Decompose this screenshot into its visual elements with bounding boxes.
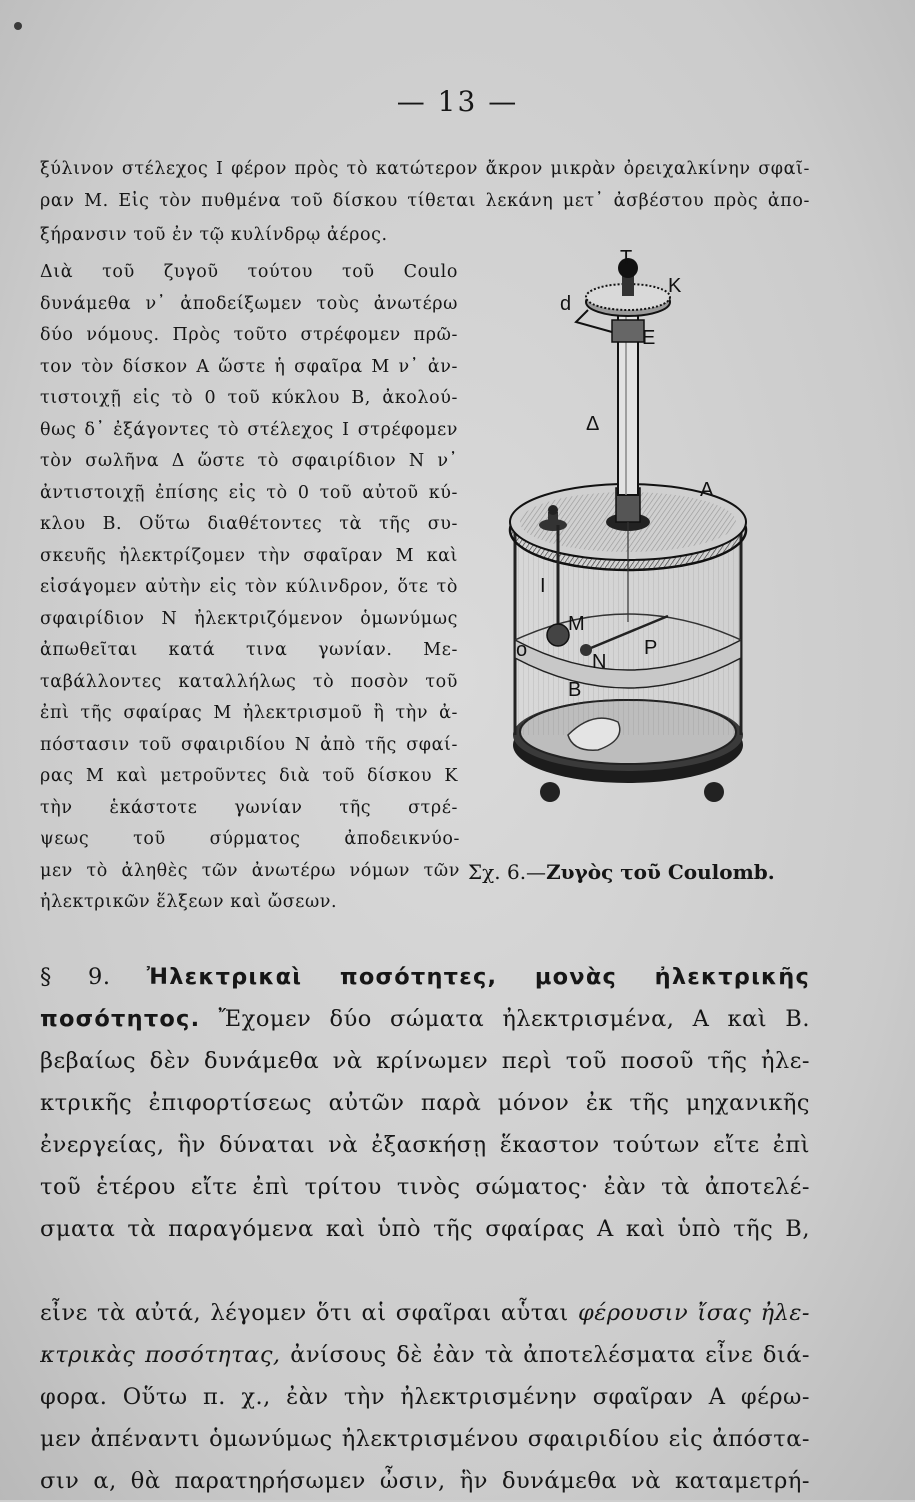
text-line: [40, 1292, 810, 1334]
text-line: πόστασιν τοῦ σφαιριδίου Ν ἀπὸ τῆς σφαί-: [40, 734, 458, 755]
text-line: τιστοιχῇ εἰς τὸ 0 τοῦ κύκλου Β, ἀκολού-: [40, 388, 458, 408]
figure-label: d: [560, 293, 572, 315]
text-line: δύο νόμους. Πρὸς τοῦτο στρέφομεν πρῶ-: [40, 325, 458, 345]
figure-label: I: [540, 575, 546, 597]
italic-text: φέρουσιν ἴσας ἠλε-: [577, 1300, 810, 1326]
caption-title: Ζυγὸς τοῦ Coulomb.: [546, 860, 775, 884]
ink-speck: [14, 22, 22, 30]
text-line: σματα τὰ παραγόμενα καὶ ὑπὸ τῆς σφαίρας Α καὶ ὑπὸ τῆς Β,: [40, 1216, 810, 1242]
section-text: Ἔχομεν δύο σώματα ἠλεκτρισμένα, Α καὶ Β.: [218, 1006, 810, 1032]
text-line: Διὰ τοῦ ζυγοῦ τούτου τοῦ Coulo: [40, 262, 458, 282]
text-line: ψεως τοῦ σύρματος ἀποδεικνύο-: [40, 829, 460, 849]
figure-label: A: [700, 479, 714, 501]
text-line: ξήρανσιν τοῦ ἐν τῷ κυλίνδρῳ ἀέρος.: [40, 225, 388, 245]
text-line: ἠλεκτρικῶν ἕλξεων καὶ ὤσεων.: [40, 892, 338, 912]
text-line: ραν Μ. Εἰς τὸν πυθμένα τοῦ δίσκου τίθεται λεκάνη μετ᾽ ἀσβέστου πρὸς ἀπο-: [40, 191, 810, 211]
text-line: κλου Β. Οὕτω διαθέτοντες τὰ τῆς συ-: [40, 514, 458, 534]
text-line: εἰσάγομεν αὐτὴν εἰς τὸν κύλινδρον, ὅτε τὸ: [40, 577, 458, 597]
section-heading-line: [40, 956, 810, 998]
text-line: σκευῆς ἠλεκτρίζομεν τὴν σφαῖραν Μ καὶ: [40, 545, 458, 566]
section-text: ἀνίσους δὲ ἐὰν τὰ ἀποτελέσματα εἶνε διά-: [290, 1342, 810, 1368]
coulomb-balance-illustration: [468, 240, 814, 840]
italic-text: κτρικὰς ποσότητας,: [40, 1342, 281, 1368]
text-line: τοῦ ἑτέρου εἴτε ἐπὶ τρίτου τινὸς σώματος· ἐὰν τὰ ἀποτελέ-: [40, 1174, 810, 1200]
text-line: μεν ἀπέναντι ὁμωνύμως ἠλεκτρισμένου σφαιριδίου εἰς ἀπόστα-: [40, 1426, 810, 1452]
caption-prefix: Σχ. 6.—: [468, 860, 547, 884]
figure-label: T: [620, 247, 633, 269]
figure-label: o: [516, 639, 528, 661]
section-text: εἶνε τὰ αὐτά, λέγομεν ὅτι αἱ σφαῖραι αὗται: [40, 1300, 569, 1326]
text-line: μεν τὸ ἀληθὲς τῶν ἀνωτέρω νόμων τῶν: [40, 860, 460, 881]
section-title-continued: ποσότητος.: [40, 1006, 201, 1032]
figure-label: Δ: [586, 413, 600, 435]
figure-label: P: [644, 637, 658, 659]
text-line: βεβαίως δὲν δυνάμεθα νὰ κρίνωμεν περὶ τοῦ ποσοῦ τῆς ἠλε-: [40, 1048, 810, 1074]
text-line: ἐπὶ τῆς σφαίρας Μ ἠλεκτρισμοῦ ἢ τὴν ἀ-: [40, 703, 458, 723]
figure-label: M: [568, 613, 585, 635]
text-line: δυνάμεθα ν᾽ ἀποδείξωμεν τοὺς ἀνωτέρω: [40, 293, 458, 314]
text-line: ἐνεργείας, ἣν δύναται νὰ ἐξασκήσῃ ἕκαστον τούτων εἴτε ἐπὶ: [40, 1132, 810, 1158]
coulomb-balance-figure: [468, 240, 814, 840]
figure-label: E: [642, 327, 656, 349]
text-line: φορα. Οὕτω π. χ., ἐὰν τὴν ἠλεκτρισμένην σφαῖραν Α φέρω-: [40, 1384, 810, 1410]
page-number: — 13 —: [396, 85, 519, 118]
figure-label: N: [592, 651, 607, 673]
section-number: § 9.: [40, 964, 111, 990]
figure-caption: [468, 860, 775, 884]
text-line: κτρικῆς ἐπιφορτίσεως αὐτῶν παρὰ μόνον ἐκ τῆς μηχανικῆς: [40, 1090, 810, 1116]
text-line: ρας Μ καὶ μετροῦντες διὰ τοῦ δίσκου Κ: [40, 766, 458, 786]
section-title: Ἠλεκτρικαὶ ποσότητες, μονὰς ἠλεκτρικῆς: [146, 964, 810, 990]
text-line: σιν α, θὰ παρατηρήσωμεν ὦσιν, ἣν δυνάμεθα νὰ καταμετρή-: [40, 1468, 810, 1494]
figure-label: K: [668, 275, 682, 297]
figure-label: B: [568, 679, 582, 701]
text-line: θως δ᾽ ἐξάγοντες τὸ στέλεχος Ι στρέφομεν: [40, 419, 458, 440]
text-line: σφαιρίδιον Ν ἠλεκτριζόμενον ὁμωνύμως: [40, 608, 458, 629]
text-line: τὴν ἑκάστοτε γωνίαν τῆς στρέ-: [40, 797, 458, 818]
text-line: ἀπωθεῖται κατά τινα γωνίαν. Με-: [40, 640, 458, 660]
text-line: [40, 998, 810, 1040]
text-line: [40, 1334, 810, 1376]
text-line: ἀντιστοιχῇ ἐπίσης εἰς τὸ 0 τοῦ αὐτοῦ κύ-: [40, 482, 458, 503]
text-line: τὸν σωλῆνα Δ ὥστε τὸ σφαιρίδιον Ν ν᾽: [40, 451, 458, 471]
text-line: τον τὸν δίσκον Α ὥστε ἡ σφαῖρα Μ ν᾽ ἀν-: [40, 356, 458, 377]
text-line: ταβάλλοντες καταλλήλως τὸ ποσὸν τοῦ: [40, 671, 458, 692]
text-line: ξύλινον στέλεχος Ι φέρον πρὸς τὸ κατώτερον ἄκρον μικρὰν ὀρειχαλκίνην σφαῖ-: [40, 159, 810, 179]
